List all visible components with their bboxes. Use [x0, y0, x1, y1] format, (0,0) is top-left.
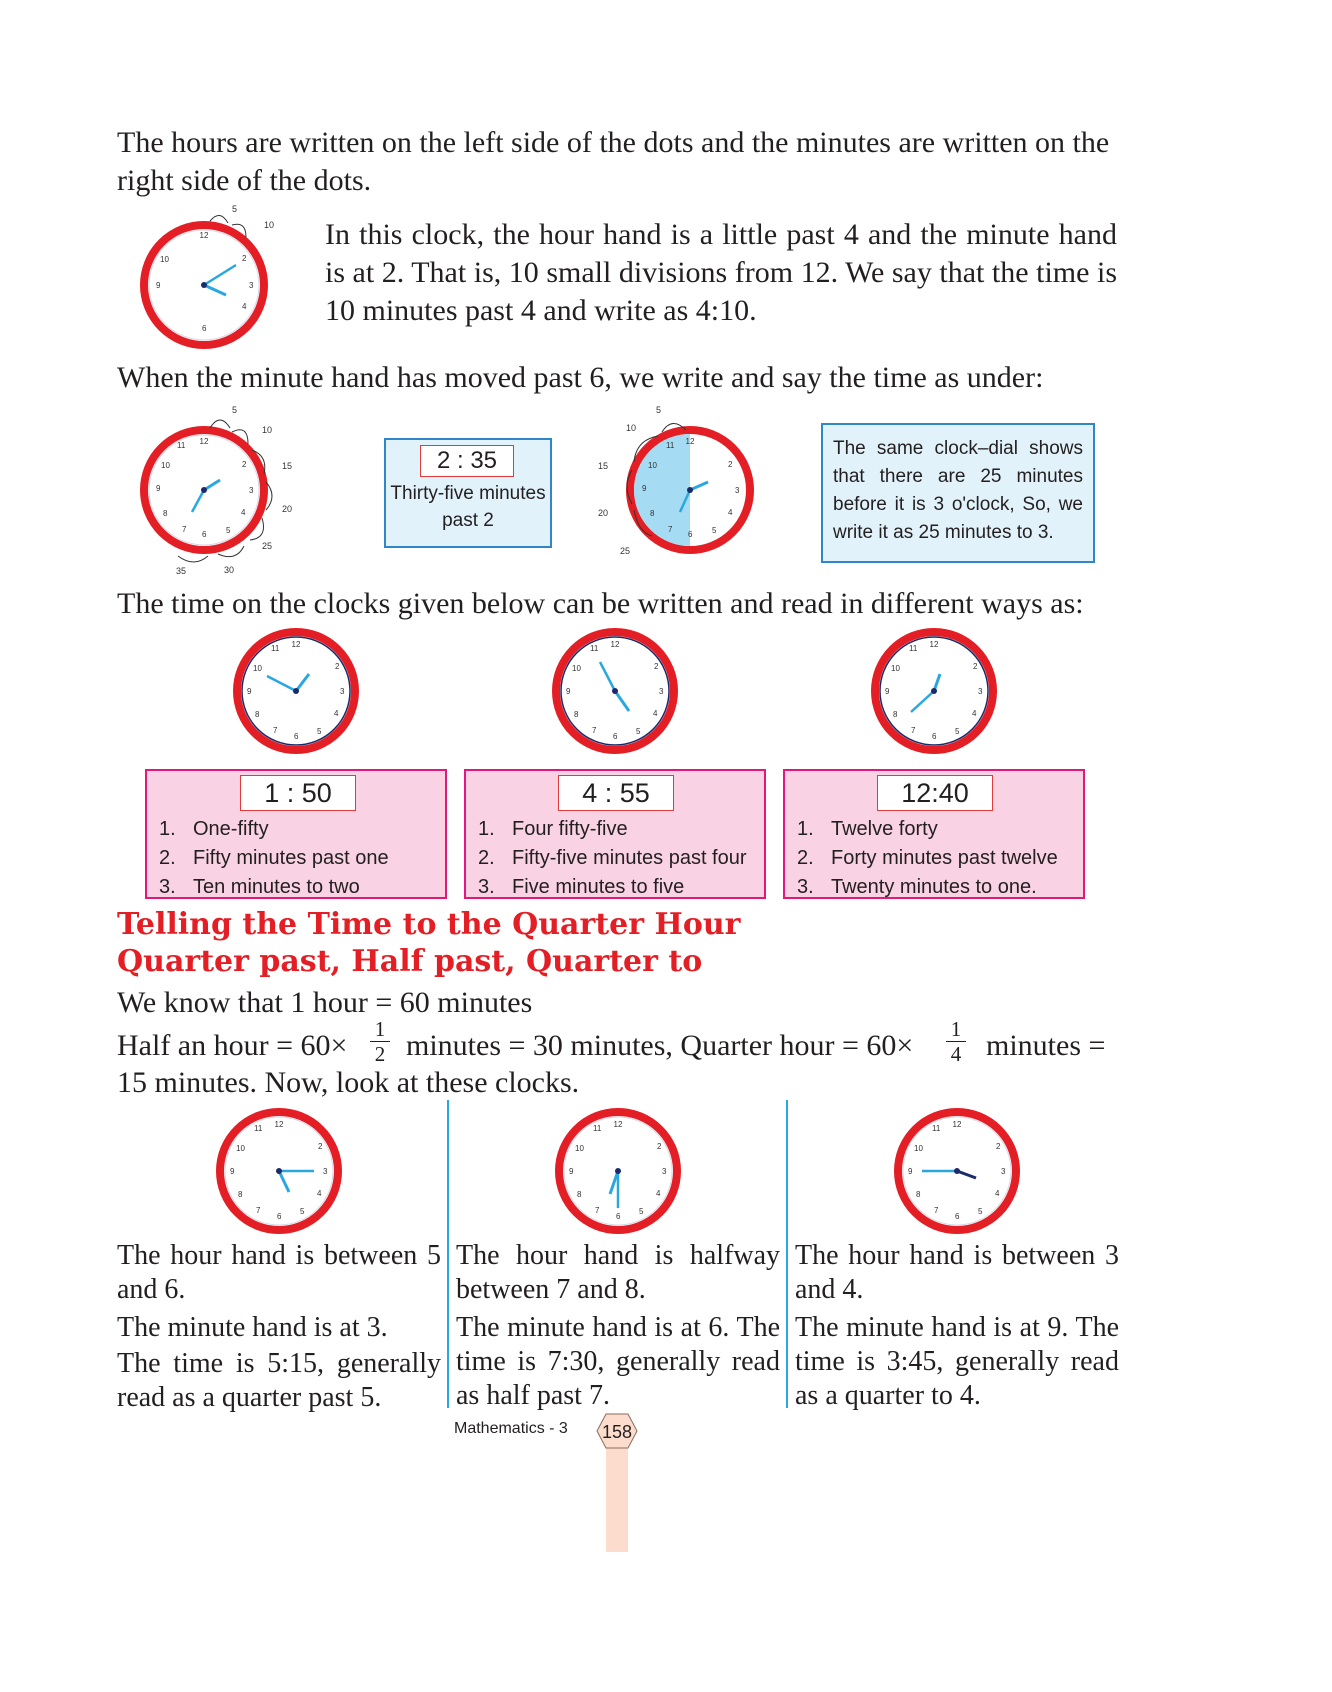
numeral-8: 8: [574, 710, 579, 719]
column-1-minute: The minute hand is at 3.: [117, 1312, 388, 1343]
clock-2-35: [128, 400, 308, 580]
reading-list: [797, 815, 1081, 902]
numeral-10: 10: [161, 461, 170, 470]
reading-list: [478, 815, 762, 902]
numeral-7: 7: [592, 726, 597, 735]
numeral-5: 5: [300, 1207, 305, 1216]
column-divider: [447, 1100, 449, 1408]
numeral-5: 5: [955, 727, 960, 736]
numeral-10: 10: [575, 1144, 584, 1153]
mark-20: 20: [282, 504, 293, 514]
numeral-11: 11: [666, 441, 675, 450]
numeral-5: 5: [317, 727, 322, 736]
time-card-1-50: [145, 769, 447, 899]
mark-25: 25: [262, 541, 273, 551]
mark-15: 15: [598, 461, 609, 471]
numeral-3: 3: [340, 687, 345, 696]
numeral-8: 8: [163, 509, 168, 518]
mark-5: 5: [656, 405, 662, 415]
numeral-2: 2: [335, 662, 340, 671]
fraction-half: 1 2: [370, 1018, 390, 1065]
numeral-10: 10: [914, 1144, 923, 1153]
page-number: 158: [601, 1422, 633, 1442]
numeral-11: 11: [271, 644, 280, 653]
numeral-3: 3: [1001, 1167, 1006, 1176]
numeral-3: 3: [659, 687, 664, 696]
numeral-12: 12: [929, 640, 939, 649]
numeral-9: 9: [885, 687, 890, 696]
numeral-12: 12: [613, 1120, 623, 1129]
clock-5-15: [214, 1106, 344, 1236]
numeral-7: 7: [273, 726, 278, 735]
numeral-2: 2: [996, 1142, 1001, 1151]
numeral-2: 2: [242, 254, 247, 263]
numeral-3: 3: [249, 281, 254, 290]
page-tab-strip: [606, 1444, 628, 1552]
numeral-7: 7: [934, 1206, 939, 1215]
column-3-minute: The minute hand is at 9. The time is 3:45, generally read as a quarter to 4.: [795, 1312, 1119, 1411]
numeral-10: 10: [160, 255, 169, 264]
look-line: 15 minutes. Now, look at these clocks.: [117, 1066, 580, 1099]
clock-7-30: [553, 1106, 683, 1236]
mark-35: 35: [176, 566, 187, 576]
column-1-time: The time is 5:15, generally read as a quarter past 5.: [117, 1348, 441, 1413]
numeral-6: 6: [294, 732, 299, 741]
numeral-10: 10: [253, 664, 262, 673]
column-1-hour: The hour hand is between 5 and 6.: [117, 1240, 441, 1305]
mark-5: 5: [232, 204, 238, 214]
numeral-8: 8: [577, 1190, 582, 1199]
quarter-suffix: minutes =: [986, 1029, 1106, 1062]
numeral-2: 2: [657, 1142, 662, 1151]
mark-5: 5: [232, 405, 238, 415]
numeral-5: 5: [712, 526, 717, 535]
numeral-6: 6: [613, 732, 618, 741]
half-hour-prefix: Half an hour = 60×: [117, 1029, 348, 1062]
numeral-5: 5: [978, 1207, 983, 1216]
numeral-10: 10: [891, 664, 900, 673]
column-2: [456, 1239, 780, 1413]
column-2-minute: The minute hand is at 6. The time is 7:30, generally read as half past 7.: [456, 1312, 780, 1411]
explanation-box: [821, 423, 1095, 563]
numeral-4: 4: [242, 302, 247, 311]
numeral-9: 9: [156, 484, 161, 493]
numeral-4: 4: [241, 508, 246, 517]
numeral-9: 9: [247, 687, 252, 696]
numeral-11: 11: [254, 1124, 263, 1133]
numeral-12: 12: [685, 437, 695, 446]
numeral-8: 8: [238, 1190, 243, 1199]
numeral-11: 11: [177, 441, 186, 450]
numeral-6: 6: [202, 530, 207, 539]
numeral-5: 5: [226, 526, 231, 535]
list-item: 3. Five minutes to five: [478, 876, 685, 898]
numeral-4: 4: [317, 1189, 322, 1198]
numeral-7: 7: [668, 525, 673, 534]
list-item: 1. One-fifty: [159, 818, 269, 840]
numeral-10: 10: [236, 1144, 245, 1153]
numeral-11: 11: [909, 644, 918, 653]
numeral-4: 4: [334, 709, 339, 718]
numeral-7: 7: [911, 726, 916, 735]
different-ways-line: The time on the clocks given below can be written and read in different ways as:: [117, 587, 1084, 620]
numeral-6: 6: [202, 324, 207, 333]
clock-3-45: [892, 1106, 1022, 1236]
list-item: 3. Twenty minutes to one.: [797, 876, 1037, 898]
numeral-6: 6: [688, 530, 693, 539]
clock-4-55: [550, 626, 680, 756]
column-divider: [786, 1100, 788, 1408]
numeral-8: 8: [916, 1190, 921, 1199]
section-subheading: Quarter past, Half past, Quarter to: [117, 944, 703, 979]
numeral-6: 6: [932, 732, 937, 741]
list-item: 3. Ten minutes to two: [159, 876, 360, 898]
numeral-12: 12: [199, 231, 209, 240]
numeral-10: 10: [648, 461, 657, 470]
clock-4-10: [128, 195, 288, 355]
list-item: 2. Fifty minutes past one: [159, 847, 389, 869]
mark-30: 30: [224, 565, 235, 575]
numeral-3: 3: [323, 1167, 328, 1176]
numeral-7: 7: [595, 1206, 600, 1215]
list-item: 1. Twelve forty: [797, 818, 938, 840]
page-number-badge: [595, 1412, 639, 1450]
numeral-3: 3: [662, 1167, 667, 1176]
numeral-2: 2: [728, 460, 733, 469]
numeral-6: 6: [955, 1212, 960, 1221]
numeral-3: 3: [249, 486, 254, 495]
time-box-2-35: [384, 438, 552, 548]
list-item: 1. Four fifty-five: [478, 818, 628, 840]
time-card-12-40: [783, 769, 1085, 899]
numeral-12: 12: [199, 437, 209, 446]
numeral-2: 2: [973, 662, 978, 671]
numeral-6: 6: [616, 1212, 621, 1221]
numeral-4: 4: [728, 508, 733, 517]
numeral-4: 4: [653, 709, 658, 718]
numeral-5: 5: [639, 1207, 644, 1216]
clock-explanation: In this clock, the hour hand is a little past 4 and the minute hand is at 2. That is, 10 small divisions from 12. We say that the time is 10 minutes past 4 and write as 4:10.: [325, 218, 1117, 327]
numeral-12: 12: [952, 1120, 962, 1129]
numeral-7: 7: [182, 525, 187, 534]
list-item: 2. Forty minutes past twelve: [797, 847, 1058, 869]
explanation-text: The same clock–dial shows that there are 25 minutes before it is 3 o'clock, So, we write it as 25 minutes to 3.: [833, 438, 1083, 543]
numeral-8: 8: [255, 710, 260, 719]
numeral-9: 9: [569, 1167, 574, 1176]
clock-1-50: [231, 626, 361, 756]
numeral-11: 11: [590, 644, 599, 653]
numeral-10: 10: [572, 664, 581, 673]
numeral-8: 8: [893, 710, 898, 719]
numeral-9: 9: [908, 1167, 913, 1176]
hour-fact: We know that 1 hour = 60 minutes: [117, 986, 533, 1019]
numeral-7: 7: [256, 1206, 261, 1215]
numeral-9: 9: [566, 687, 571, 696]
past6-line: When the minute hand has moved past 6, we write and say the time as under:: [117, 361, 1044, 394]
numeral-9: 9: [230, 1167, 235, 1176]
numeral-4: 4: [995, 1189, 1000, 1198]
time-chip: 4 : 55: [558, 775, 674, 811]
fraction-quarter: 1 4: [946, 1018, 966, 1065]
numeral-12: 12: [274, 1120, 284, 1129]
time-words: Thirty-five minutes past 2: [390, 483, 546, 531]
mark-10: 10: [626, 423, 637, 433]
numeral-4: 4: [656, 1189, 661, 1198]
numeral-9: 9: [642, 484, 647, 493]
numeral-4: 4: [972, 709, 977, 718]
numeral-3: 3: [978, 687, 983, 696]
clock-25-to-3: [592, 400, 762, 560]
numeral-5: 5: [636, 727, 641, 736]
numeral-2: 2: [318, 1142, 323, 1151]
column-3: [795, 1239, 1119, 1413]
reading-list: [159, 815, 443, 902]
numeral-3: 3: [735, 486, 740, 495]
time-chip: 1 : 50: [240, 775, 356, 811]
time-chip: 2 : 35: [420, 445, 514, 477]
column-2-hour: The hour hand is halfway between 7 and 8.: [456, 1240, 780, 1305]
mark-15: 15: [282, 461, 293, 471]
numeral-2: 2: [242, 460, 247, 469]
column-1: [117, 1239, 441, 1415]
numeral-2: 2: [654, 662, 659, 671]
mark-10: 10: [264, 220, 275, 230]
numeral-12: 12: [610, 640, 620, 649]
numeral-11: 11: [593, 1124, 602, 1133]
intro-text: The hours are written on the left side of the dots and the minutes are written on the right side of the dots.: [117, 126, 1110, 197]
mark-10: 10: [262, 425, 273, 435]
numeral-12: 12: [291, 640, 301, 649]
column-3-hour: The hour hand is between 3 and 4.: [795, 1240, 1119, 1305]
numeral-6: 6: [277, 1212, 282, 1221]
numeral-9: 9: [156, 281, 161, 290]
section-heading: Telling the Time to the Quarter Hour: [117, 907, 741, 942]
numeral-11: 11: [932, 1124, 941, 1133]
half-hour-suffix: minutes = 30 minutes, Quarter hour = 60×: [406, 1029, 914, 1062]
mark-25: 25: [620, 546, 631, 556]
clock-12-40: [869, 626, 999, 756]
numeral-8: 8: [650, 509, 655, 518]
book-title: Mathematics - 3: [454, 1420, 568, 1437]
time-chip: 12:40: [877, 775, 993, 811]
list-item: 2. Fifty-five minutes past four: [478, 847, 747, 869]
time-card-4-55: [464, 769, 766, 899]
mark-20: 20: [598, 508, 609, 518]
